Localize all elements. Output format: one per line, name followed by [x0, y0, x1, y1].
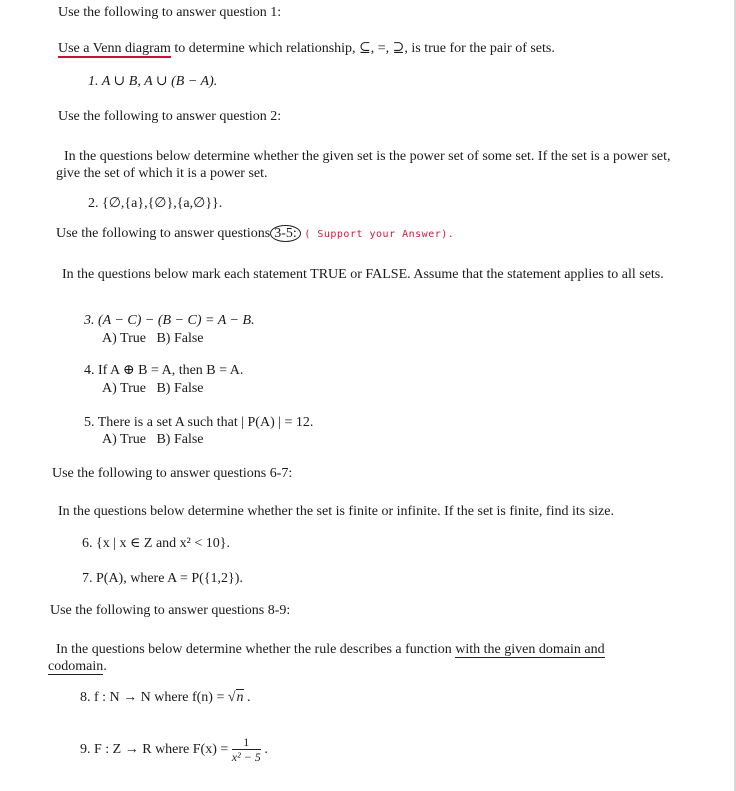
- q8-text: 8. f : N → N where f(n) =: [80, 690, 228, 705]
- q9-text: 9. F : Z → R where F(x) =: [80, 742, 232, 758]
- q1-instruction: [58, 40, 555, 57]
- q4-choices: A) True B) False: [102, 381, 204, 396]
- q1-instr-rest: to determine which relationship, ⊆, =, ⊇, is true for the pair of sets.: [170, 41, 555, 56]
- q35-instruction: In the questions below mark each statement TRUE or FALSE. Assume that the statement applies to all sets.: [62, 267, 664, 282]
- q89-heading: Use the following to answer questions 8-9:: [50, 603, 291, 618]
- q89-instr-post: .: [103, 659, 107, 674]
- q35-heading-text: Use the following to answer questions: [56, 226, 271, 241]
- q3-statement: 3. (A − C) − (B − C) = A − B.: [84, 313, 255, 328]
- q8-sqrt-arg: n: [236, 690, 244, 705]
- q1-item: 1. A ∪ B, A ∪ (B − A).: [88, 74, 218, 89]
- q35-heading: [56, 225, 454, 243]
- q35-circled-range: 3-5:: [270, 225, 301, 242]
- q9-denominator: x² − 5: [231, 750, 261, 764]
- q89-instruction: [48, 641, 648, 675]
- q2-item: 2. {∅,{a},{∅},{a,∅}}.: [88, 196, 223, 211]
- q9-numerator: 1: [232, 736, 261, 750]
- q6-item: 6. {x | x ∈ Z and x² < 10}.: [82, 536, 230, 551]
- q4-statement: 4. If A ⊕ B = A, then B = A.: [84, 363, 244, 378]
- q5-choices: A) True B) False: [102, 432, 204, 447]
- q8-end: .: [243, 690, 251, 705]
- q2-heading: Use the following to answer question 2:: [58, 109, 282, 124]
- q7-item: 7. P(A), where A = P({1,2}).: [82, 571, 243, 586]
- q1-venn-underlined: Use a Venn diagram: [58, 41, 171, 56]
- q1-heading: Use the following to answer question 1:: [58, 5, 282, 20]
- q2-instruction: In the questions below determine whether the given set is the power set of some set. If the set is a power set, give the set of which it is a power set.: [56, 149, 671, 181]
- q89-instr-pre: In the questions below determine whether the rule describes a function: [56, 642, 456, 657]
- q9-end: .: [260, 742, 268, 758]
- q9-fraction: [232, 736, 261, 764]
- q8-item: 8. f : N → N where f(n) = √n .: [80, 690, 251, 705]
- q5-statement: 5. There is a set A such that | P(A) | = 12.: [84, 415, 314, 430]
- q3-choices: A) True B) False: [102, 331, 204, 346]
- q89-domain-underlined: with the given domain and codomain: [48, 642, 605, 674]
- handwritten-note: ( Support your Answer).: [304, 229, 455, 240]
- q67-heading: Use the following to answer questions 6-7:: [52, 466, 293, 481]
- q9-item: [80, 736, 268, 764]
- q67-instruction: In the questions below determine whether the set is finite or infinite. If the set is finite, find its size.: [58, 504, 614, 519]
